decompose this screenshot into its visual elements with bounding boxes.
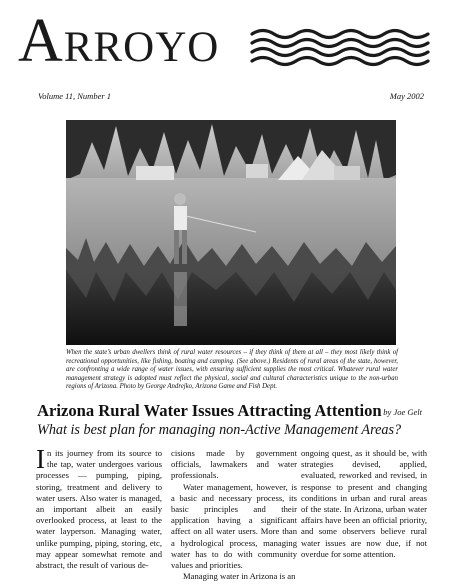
article-headline: Arizona Rural Water Issues Attracting Attention: [37, 401, 382, 420]
article-byline: by Joe Gelt: [383, 407, 422, 417]
article-paragraph: ongoing quest, as it should be, with strategies devised, applied, evaluated, reworked and revised, in response to present and changing conditions in urban and rural areas of the state. In Arizona, urban water affairs have been an official priority, and some observers believe rural water issues are now due, if not overdue for some attention.: [301, 448, 427, 559]
article-paragraph: cisions made by government officials, lawmakers and water professionals.: [171, 448, 297, 481]
waves-logo-icon: [250, 28, 434, 70]
issue-volume: Volume 11, Number 1: [38, 91, 112, 101]
cover-photo: [66, 120, 396, 345]
article-column-3: [301, 448, 427, 560]
article-paragraph: Managing water in Arizona is an: [183, 571, 296, 582]
fisherman-photo-icon: [66, 120, 396, 345]
article-subhead: What is best plan for managing non-Active Management Areas?: [37, 422, 402, 438]
issue-date: May 2002: [389, 91, 424, 101]
paragraph-text: n its journey from its source to the tap, water undergoes various processes — pumping, piping, storing, treatment and delivery to water users. Also water is managed, an important albeit an easily overlooked process, at least to the water layperson. Managing water, unlike pumping, piping, storing, etc, may appear somewhat remote and abstract, the result of various de-: [36, 448, 162, 571]
masthead: [18, 6, 434, 76]
drop-cap: I: [36, 444, 45, 474]
article-column-2: [171, 448, 297, 582]
article-paragraph: Water management, however, is a basic and necessary process, its basic principles and their application having a significant affect on all water users. More than a hydrological process, managing water has to do with community values and priorities.: [171, 481, 297, 571]
article-column-1: [36, 444, 162, 571]
masthead-title: Arroyo: [18, 7, 220, 75]
article-paragraph: [36, 444, 162, 571]
photo-caption: When the state’s urban dwellers think of rural water resources – if they think of them at all – they most likely think of recreational opportunities, like fishing, boating and camping. (See above.) Residents of rural areas of the state, however, are confronting a wide range of water issues, with ensuring sufficient supplies the most critical. Whatever rural water management strategy is adopted must reflect the physical, social and cultural characteristics unique to the non-urban regions of Arizona. Photo by George Andrejko, Arizona Game and Fish Dept.: [66, 349, 398, 391]
